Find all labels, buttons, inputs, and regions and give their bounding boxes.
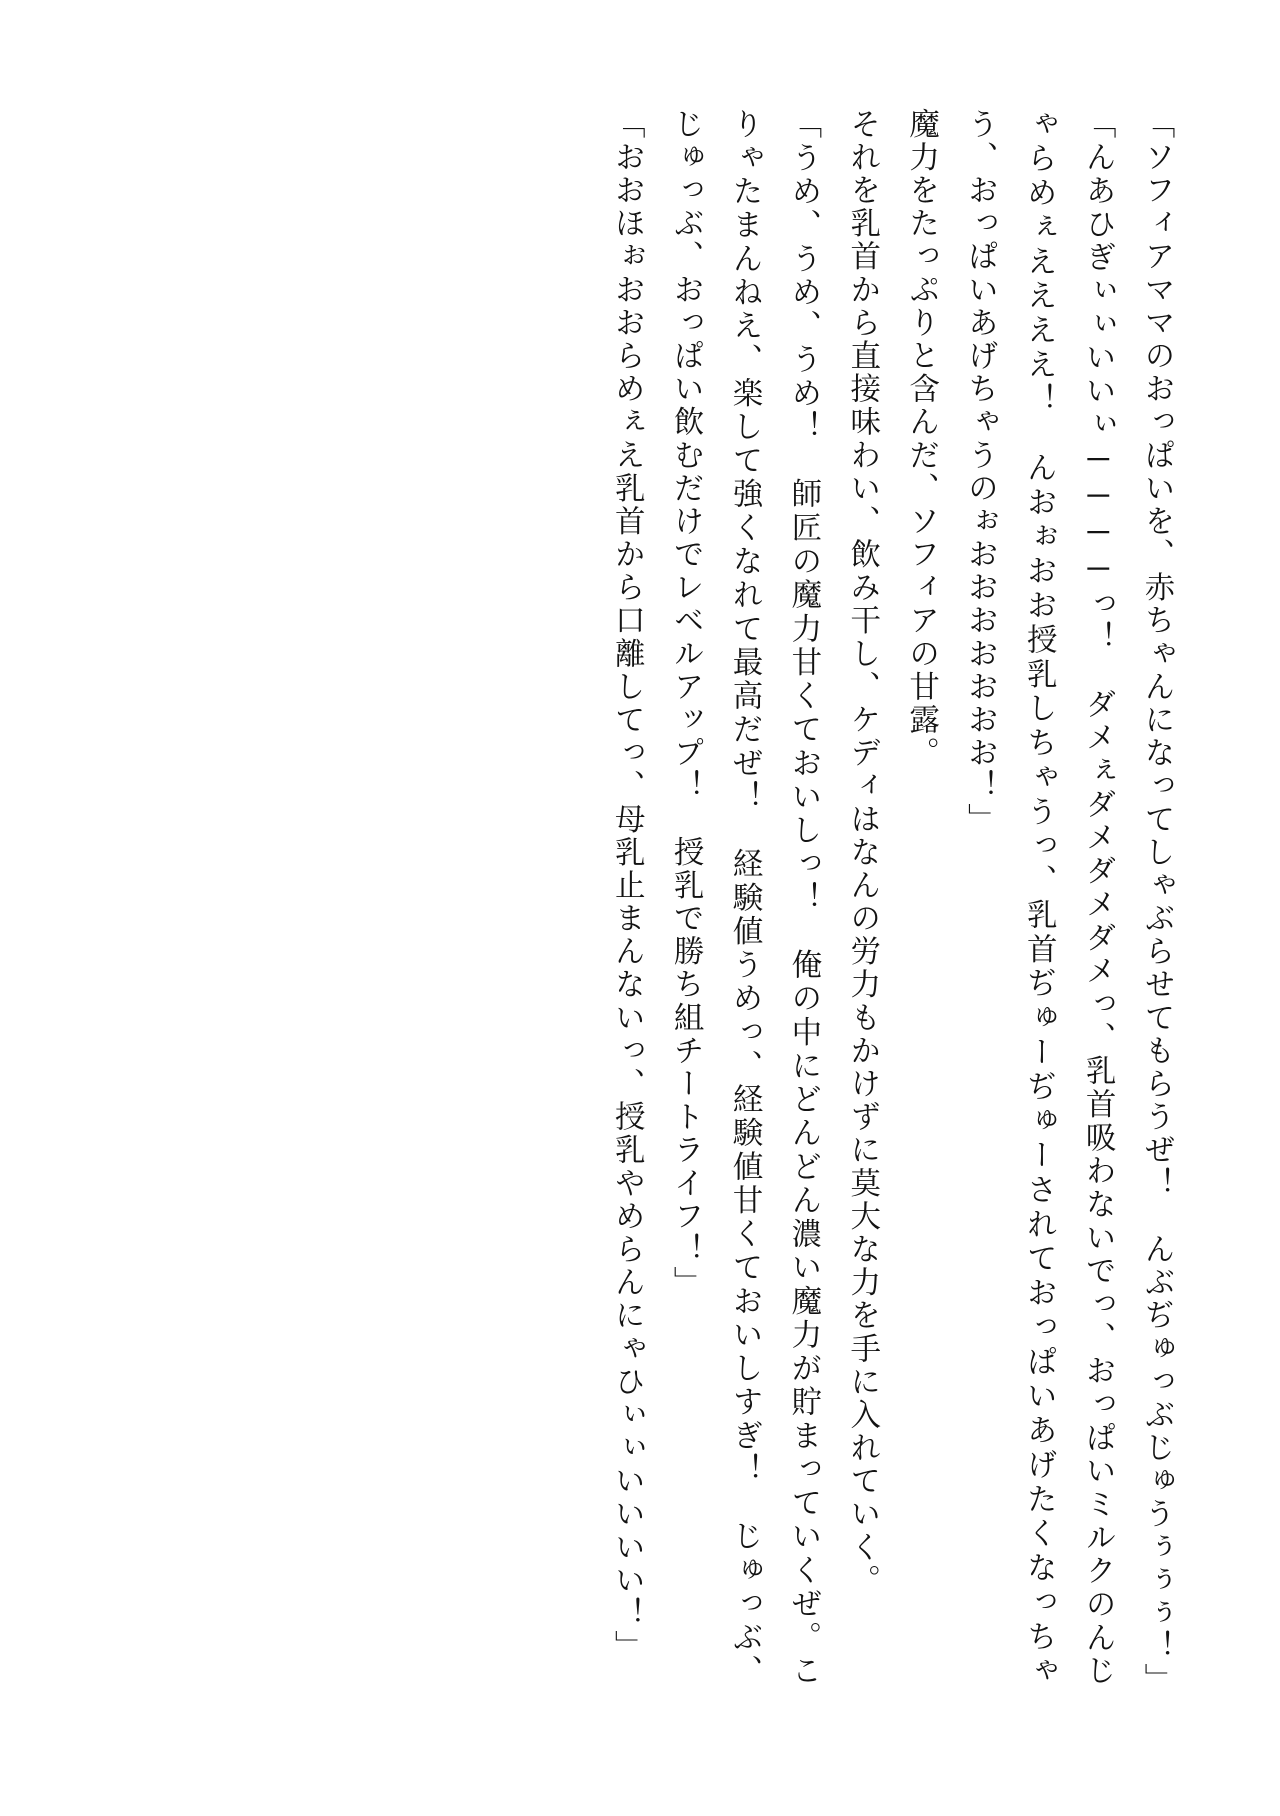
paragraph: それを乳首から直接味わい、飲み干し、ケディはなんの労力もかけずに莫大な力を手に入れていく。 (845, 108, 880, 1598)
paragraph: 「ソフィアママのおっぱいを、赤ちゃんになってしゃぶらせてもらうぜ！ んぶぢゅっぶじゅうぅぅぅ！」 (1140, 108, 1174, 1697)
paragraph: 「うめ、うめ、うめ！ 師匠の魔力甘くておいしっ！ 俺の中にどんどん濃い魔力が貯まっていくぜ。こりゃたまんねえ、楽して強くなれて最高だぜ！ 経験値うめっ、経験値甘くておいしすぎ！ じゅっぶ、じゅっぶ、おっぱい飲むだけでレベルアップ！ 授乳で勝ち組チートライフ！」 (669, 108, 821, 1688)
paragraph: 「んあひぎぃぃいいぃ────っ！ ダメぇダメダメダメっ、乳首吸わないでっ、おっぱいミルクのんじゃらめぇええええ！ んおぉおお授乳しちゃうっ、乳首ぢゅーぢゅーされておっぱいあげたくなっちゃう、おっぱいあげちゃうのぉおおおおおおお！」 (963, 108, 1116, 1688)
paragraph: 魔力をたっぷりと含んだ、ソフィアの甘露。 (904, 108, 939, 770)
paragraph: 「おおほぉおおらめぇえ乳首から口離してっ、母乳止まんないっ、授乳やめらんにゃひぃぃいいいい！」 (610, 108, 645, 1664)
vertical-text-body (96, 108, 1186, 1697)
